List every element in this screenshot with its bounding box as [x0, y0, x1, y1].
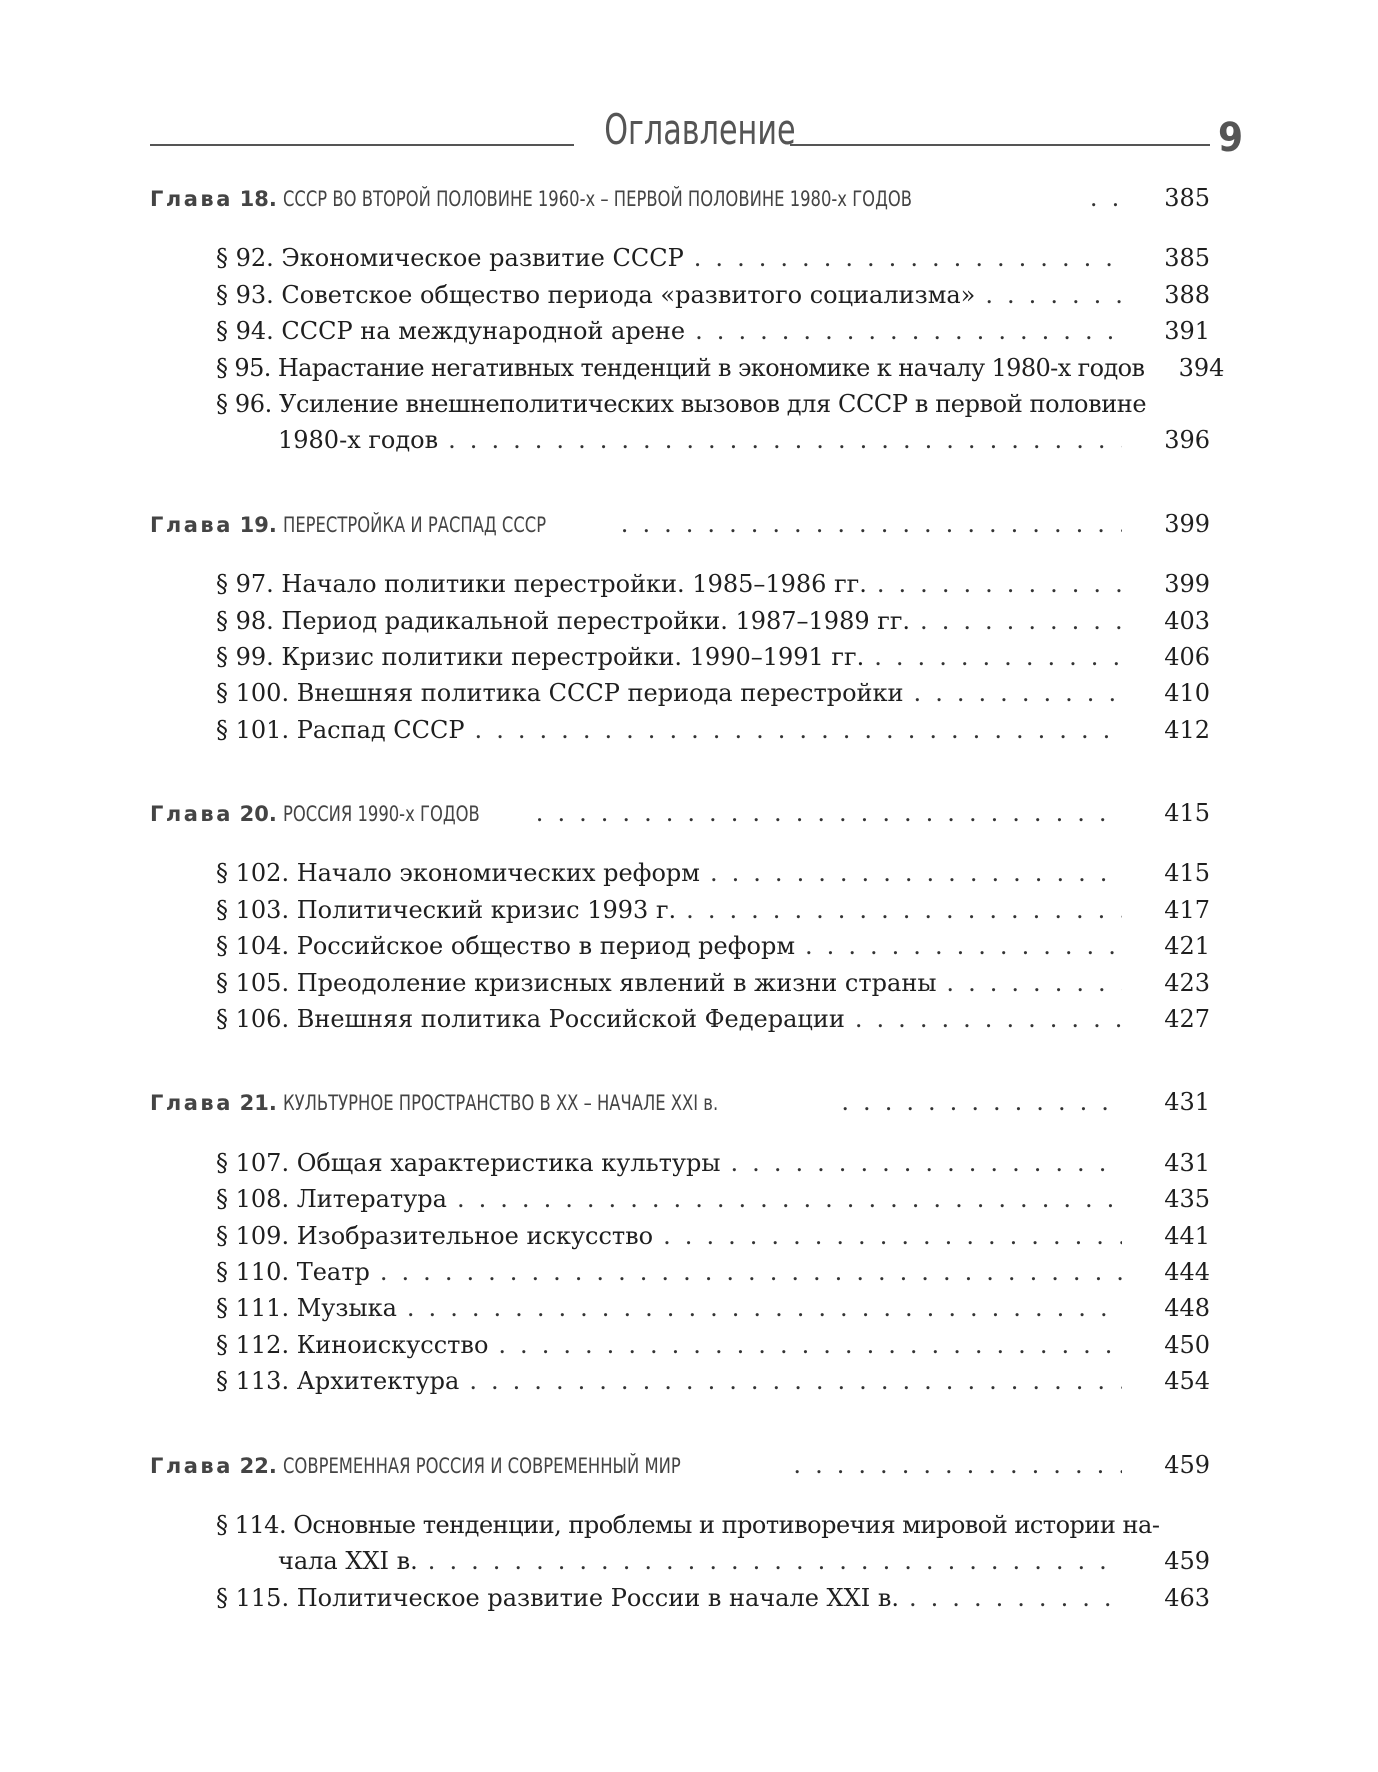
chapter-title: КУЛЬТУРНОЕ ПРОСТРАНСТВО В XX – НАЧАЛЕ XXI в. — [283, 1091, 719, 1116]
toc-section-109[interactable] — [150, 1218, 1210, 1254]
section-title-continued: чала XXI в. — [278, 1547, 418, 1576]
section-title: § 92. Экономическое развитие СССР — [216, 244, 684, 273]
running-header — [150, 104, 1244, 164]
section-title: § 101. Распад СССР — [216, 715, 465, 744]
page-ref: 441 — [1164, 1221, 1210, 1250]
toc-section-99[interactable] — [150, 639, 1210, 675]
dot-leader — [621, 506, 1122, 542]
chapter-title: СССР ВО ВТОРОЙ ПОЛОВИНЕ 1960-х – ПЕРВОЙ ПОЛОВИНЕ 1980-х ГОДОВ — [283, 187, 913, 211]
page-ref: 421 — [1164, 932, 1210, 961]
section-title: § 102. Начало экономических реформ — [216, 859, 700, 888]
dot-leader — [985, 277, 1122, 313]
toc-chapter-21[interactable] — [150, 1084, 1210, 1120]
page-ref: 406 — [1164, 642, 1210, 671]
dot-leader — [914, 675, 1122, 711]
dot-leader — [877, 566, 1122, 602]
section-title: § 100. Внешняя политика СССР периода перестройки — [216, 679, 904, 708]
toc-section-103[interactable] — [150, 892, 1210, 928]
page-ref: 415 — [1164, 859, 1210, 888]
toc-section-95[interactable] — [150, 350, 1225, 386]
page-ref: 391 — [1164, 317, 1210, 346]
chapter-number: 20. — [239, 802, 277, 827]
toc-chapter-22[interactable] — [150, 1447, 1210, 1483]
page-ref: 385 — [1164, 244, 1210, 273]
page-ref: 435 — [1164, 1185, 1210, 1214]
toc-section-114[interactable] — [150, 1507, 1210, 1543]
toc-section-96[interactable] — [150, 386, 1210, 422]
toc-section-100[interactable] — [150, 675, 1210, 711]
section-title: § 96. Усиление внешнеполитических вызовов для СССР в первой половине — [216, 389, 1147, 418]
section-title: § 97. Начало политики перестройки. 1985–1986 гг. — [216, 570, 867, 599]
dot-leader — [428, 1543, 1122, 1579]
toc-chapter-18[interactable] — [150, 180, 1210, 216]
chapter-label: Глава — [150, 187, 233, 211]
toc-chapter-20[interactable] — [150, 795, 1210, 831]
toc-section-105[interactable] — [150, 965, 1210, 1001]
section-title: § 109. Изобразительное искусство — [216, 1221, 654, 1250]
section-title-continued: 1980-х годов — [278, 426, 439, 455]
section-title: § 106. Внешняя политика Российской Федерации — [216, 1005, 845, 1034]
dot-leader — [793, 1447, 1122, 1483]
dot-leader — [805, 928, 1122, 964]
chapter-number: 19. — [239, 512, 277, 537]
section-title: § 108. Литература — [216, 1185, 447, 1214]
page-ref: 399 — [1164, 570, 1210, 599]
page-ref: 459 — [1164, 1547, 1210, 1576]
page-ref: 431 — [1164, 1148, 1210, 1177]
toc-section-94[interactable] — [150, 313, 1210, 349]
toc-section-113[interactable] — [150, 1363, 1210, 1399]
page-number: 9 — [1218, 115, 1244, 161]
dot-leader — [457, 1181, 1122, 1217]
section-title: § 94. СССР на международной арене — [216, 317, 686, 346]
section-title: § 115. Политическое развитие России в начале XXI в. — [216, 1583, 899, 1612]
section-title: § 99. Кризис политики перестройки. 1990–1991 гг. — [216, 642, 865, 671]
page-ref: 444 — [1164, 1257, 1210, 1286]
chapter-title: СОВРЕМЕННАЯ РОССИЯ И СОВРЕМЕННЫЙ МИР — [283, 1453, 682, 1478]
chapter-label: Глава — [150, 1453, 233, 1478]
section-title: § 105. Преодоление кризисных явлений в жизни страны — [216, 968, 937, 997]
toc-section-106[interactable] — [150, 1001, 1210, 1037]
section-title: § 113. Архитектура — [216, 1367, 460, 1396]
section-title: § 111. Музыка — [216, 1294, 397, 1323]
chapter-title: РОССИЯ 1990-х ГОДОВ — [283, 802, 481, 827]
section-title: § 107. Общая характеристика культуры — [216, 1148, 721, 1177]
page-ref: 463 — [1164, 1583, 1210, 1612]
page-ref: 396 — [1164, 426, 1210, 455]
page-ref: 412 — [1164, 715, 1210, 744]
page-ref: 448 — [1164, 1294, 1210, 1323]
toc-section-92[interactable] — [150, 240, 1210, 276]
dot-leader — [710, 855, 1122, 891]
toc-section-115[interactable] — [150, 1580, 1210, 1616]
page-ref: 415 — [1164, 799, 1210, 828]
dot-leader — [694, 240, 1122, 276]
page-ref: 394 — [1178, 353, 1225, 382]
dot-leader — [855, 1001, 1122, 1037]
toc-section-112[interactable] — [150, 1327, 1210, 1363]
dot-leader — [695, 313, 1122, 349]
page-ref: 431 — [1164, 1088, 1210, 1117]
dot-leader — [731, 1145, 1122, 1181]
dot-leader — [920, 603, 1122, 639]
chapter-label: Глава — [150, 802, 233, 827]
page-ref: 423 — [1164, 968, 1210, 997]
section-title: § 95. Нарастание негативных тенденций в экономике к началу 1980-х годов — [216, 353, 1145, 382]
dot-leader — [448, 422, 1122, 458]
page-ref: 388 — [1164, 280, 1210, 309]
toc-section-114-cont[interactable] — [150, 1543, 1210, 1579]
page-ref: 385 — [1164, 184, 1210, 212]
section-title: § 110. Театр — [216, 1257, 370, 1286]
page-ref: 417 — [1164, 895, 1210, 924]
section-title: § 98. Период радикальной перестройки. 1987–1989 гг. — [216, 606, 911, 635]
header-rule-left — [150, 144, 574, 146]
chapter-number: 18. — [239, 187, 277, 211]
dot-leader — [407, 1290, 1122, 1326]
page-title: Оглавление — [604, 105, 796, 154]
toc-section-97[interactable] — [150, 566, 1210, 602]
page-ref: 403 — [1164, 606, 1210, 635]
chapter-label: Глава — [150, 1091, 233, 1116]
section-title: § 104. Российское общество в период реформ — [216, 932, 795, 961]
toc-section-104[interactable] — [150, 928, 1210, 964]
page-ref: 450 — [1164, 1330, 1210, 1359]
dot-leader — [380, 1254, 1122, 1290]
header-rule-right — [790, 144, 1210, 146]
toc-chapter-19[interactable] — [150, 506, 1210, 542]
toc-section-96-cont[interactable] — [150, 422, 1210, 458]
chapter-label: Глава — [150, 512, 233, 537]
dot-leader — [1090, 180, 1122, 216]
section-title: § 103. Политический кризис 1993 г. — [216, 895, 677, 924]
toc-section-101[interactable] — [150, 712, 1210, 748]
dot-leader — [841, 1084, 1122, 1120]
toc-section-107[interactable] — [150, 1145, 1210, 1181]
dot-leader — [909, 1580, 1122, 1616]
chapter-number: 22. — [239, 1453, 277, 1478]
dot-leader — [946, 965, 1122, 1001]
toc-section-93[interactable] — [150, 277, 1210, 313]
page-ref: 454 — [1164, 1367, 1210, 1396]
toc-section-110[interactable] — [150, 1254, 1210, 1290]
page-ref: 410 — [1164, 679, 1210, 708]
dot-leader — [498, 1327, 1122, 1363]
toc-section-111[interactable] — [150, 1290, 1210, 1326]
dot-leader — [536, 795, 1122, 831]
dot-leader — [874, 639, 1122, 675]
section-title: § 114. Основные тенденции, проблемы и противоречия мировой истории на- — [216, 1510, 1160, 1539]
toc-section-102[interactable] — [150, 855, 1210, 891]
dot-leader — [663, 1218, 1122, 1254]
dot-leader — [469, 1363, 1122, 1399]
toc-section-108[interactable] — [150, 1181, 1210, 1217]
chapter-number: 21. — [239, 1091, 277, 1116]
section-title: § 93. Советское общество периода «развитого социализма» — [216, 280, 976, 309]
toc-section-98[interactable] — [150, 603, 1210, 639]
page-ref: 459 — [1164, 1450, 1210, 1479]
dot-leader — [475, 712, 1122, 748]
page-ref: 427 — [1164, 1005, 1210, 1034]
page-ref: 399 — [1164, 509, 1210, 538]
dot-leader — [686, 892, 1122, 928]
table-of-contents — [150, 180, 1225, 1616]
section-title: § 112. Киноискусство — [216, 1330, 489, 1359]
chapter-title: ПЕРЕСТРОЙКА И РАСПАД СССР — [283, 512, 547, 537]
